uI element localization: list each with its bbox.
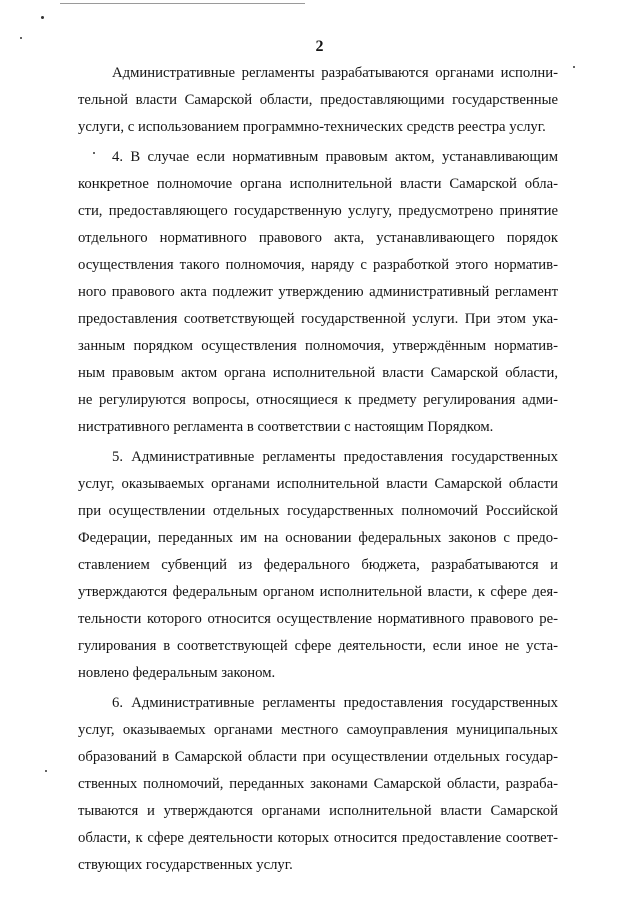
text-line: Федерации, переданных им на основании федеральных законов с предо- (78, 530, 558, 546)
text-line: новлено федеральным законом. (78, 665, 276, 681)
text-line: услуг, оказываемых органами исполнительной власти Самарской области (78, 476, 558, 492)
text-line: гулирования в соответствующей сфере деятельности, если иное не уста- (78, 638, 558, 654)
text-line: 4. В случае если нормативным правовым актом, устанавливающим (112, 149, 558, 165)
text-line: тельной власти Самарской области, предоставляющими государственные (78, 92, 558, 108)
scan-speck (573, 66, 575, 68)
scan-border-line (60, 3, 305, 4)
text-line: ставлением субвенций из федерального бюджета, разрабатываются и (78, 557, 558, 573)
text-line: 6. Административные регламенты предоставления государственных (112, 695, 558, 711)
text-line: нистративного регламента в соответствии с настоящим Порядком. (78, 419, 494, 435)
text-line: сти, предоставляющего государственную услугу, предусмотрено принятие (78, 203, 558, 219)
text-line: ствующих государственных услуг. (78, 857, 293, 873)
text-line: ственных полномочий, переданных законами Самарской области, разраба- (78, 776, 558, 792)
text-line: занным порядком осуществления полномочия, утверждённым норматив- (78, 338, 558, 354)
scan-speck (93, 152, 95, 154)
text-line: услуг, оказываемых органами местного самоуправления муниципальных (78, 722, 558, 738)
text-line: не регулируются вопросы, относящиеся к предмету регулирования адми- (78, 392, 558, 408)
text-line: 5. Административные регламенты предоставления государственных (112, 449, 558, 465)
text-line: осуществления такого полномочия, наряду с разработкой этого норматив- (78, 257, 558, 273)
text-line: образований в Самарской области при осуществлении отдельных государ- (78, 749, 558, 765)
scan-speck (45, 770, 47, 772)
text-line: при осуществлении отдельных государственных полномочий Российской (78, 503, 558, 519)
text-line: предоставления соответствующей государственной услуги. При этом ука- (78, 311, 558, 327)
text-line: ным правовым актом органа исполнительной власти Самарской области, (78, 365, 558, 381)
text-line: тельности которого относится осуществление нормативного правового ре- (78, 611, 558, 627)
text-line: ного правового акта подлежит утверждению административный регламент (78, 284, 558, 300)
text-line: Административные регламенты разрабатываются органами исполни- (112, 65, 558, 81)
text-line: отдельного нормативного правового акта, устанавливающего порядок (78, 230, 558, 246)
scan-speck (41, 16, 44, 19)
page-number: 2 (315, 38, 324, 55)
text-line: утверждаются федеральным органом исполнительной власти, к сфере дея- (78, 584, 558, 600)
text-line: конкретное полномочие органа исполнительной власти Самарской обла- (78, 176, 558, 192)
text-line: тываются и утверждаются органами исполнительной власти Самарской (78, 803, 558, 819)
text-line: области, к сфере деятельности которых относится предоставление соответ- (78, 830, 558, 846)
text-line: услуги, с использованием программно-технических средств реестра услуг. (78, 119, 546, 135)
